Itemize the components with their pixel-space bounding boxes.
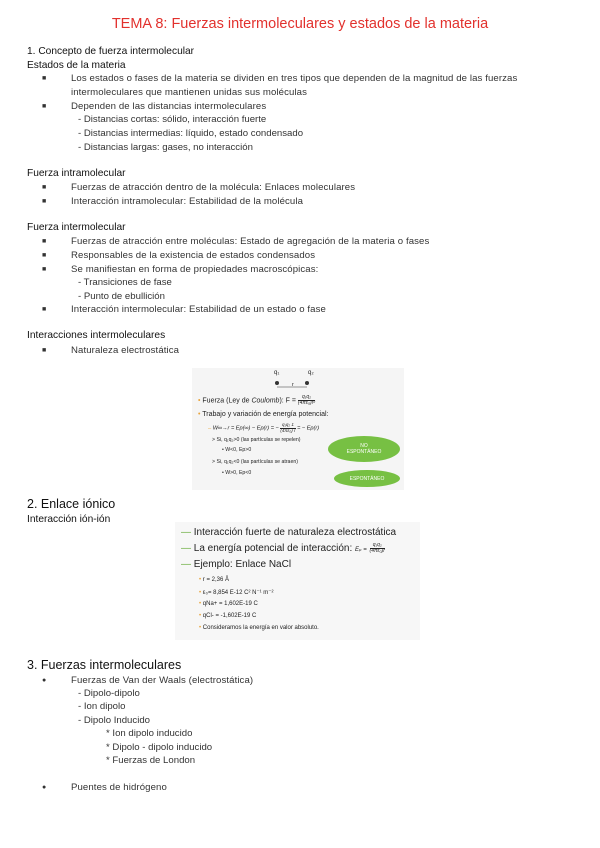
section2-heading: 2. Enlace iónico bbox=[27, 497, 116, 511]
s3-sub3: - Dipolo Inducido bbox=[78, 715, 150, 726]
inter-sub2: - Punto de ebullición bbox=[78, 291, 165, 302]
bullet-icon: ■ bbox=[42, 75, 47, 82]
inter-sub1: - Transiciones de fase bbox=[78, 277, 172, 288]
inter-bullet3: Se manifiestan en forma de propiedades macroscópicas: bbox=[71, 264, 319, 275]
inter-bullet1: Fuerzas de atracción entre moléculas: Estado de agregación de la materia o fases bbox=[71, 236, 430, 247]
s3-sub1: - Dipolo-dipolo bbox=[78, 688, 140, 699]
bullet-icon: ■ bbox=[42, 198, 47, 205]
param-note: • Consideramos la energía en valor absoluto. bbox=[199, 625, 319, 631]
dash-icon: — bbox=[181, 559, 191, 570]
bullet-icon: • bbox=[198, 411, 201, 418]
section2-subheading: Interacción ión-ión bbox=[27, 514, 111, 525]
s3-sub2: - Ion dipolo bbox=[78, 701, 126, 712]
bullet-icon: ■ bbox=[42, 306, 47, 313]
bullet-icon: ■ bbox=[42, 238, 47, 245]
s1-bullet1-line1: Los estados o fases de la materia se dividen en tres tipos que dependen de la magnitud de las fuerzas bbox=[71, 73, 518, 84]
case-attract-result: • W>0, Ep<0 bbox=[222, 470, 252, 476]
interacciones-bullet1: Naturaleza electrostática bbox=[71, 345, 180, 356]
bullet-icon: ■ bbox=[42, 184, 47, 191]
fig2-line1: — Interacción fuerte de naturaleza electrostática bbox=[181, 527, 397, 538]
bullet-icon: ■ bbox=[42, 103, 47, 110]
work-equation: – W∞→r = Ep(∞) − Ep(r) = − $\frac{\text{q₁q₂ 1}}{\text{(4πε₀) r}}$ = − Ep(r) bbox=[208, 422, 320, 433]
page-title: TEMA 8: Fuerzas intermoleculares y estados de la materia bbox=[111, 16, 489, 32]
case-repel: > Si, q₁q₂>0 (las partículas se repelen) bbox=[212, 437, 301, 443]
distance-short: - Distancias cortas: sólido, interacción fuerte bbox=[78, 114, 267, 125]
case-repel-result: • W<0, Ep>0 bbox=[222, 447, 252, 453]
inter-bullet2: Responsables de la existencia de estados condensados bbox=[71, 250, 316, 261]
trabajo-line: • Trabajo y variación de energía potencial: bbox=[198, 411, 329, 418]
bullet-icon: ● bbox=[42, 677, 47, 684]
s3-tert2: * Dipolo - dipolo inducido bbox=[106, 742, 213, 753]
fig2-line3: — Ejemplo: Enlace NaCl bbox=[181, 559, 292, 570]
intra-heading: Fuerza intramolecular bbox=[27, 168, 126, 179]
bullet-icon: • bbox=[198, 397, 201, 405]
coulomb-figure bbox=[192, 368, 404, 490]
fuerza-line: • Fuerza (Ley de Coulomb): F = $\frac{\text{q₁q₂}}{\text{(4πε₀)r²}}$ bbox=[198, 394, 316, 406]
s3-bullet1: Fuerzas de Van der Waals (electrostática) bbox=[71, 675, 254, 686]
q2-label: q₂ bbox=[308, 370, 314, 376]
dash-icon: — bbox=[181, 543, 191, 555]
q1-label: q₁ bbox=[274, 370, 280, 376]
bullet-icon: ■ bbox=[42, 252, 47, 259]
fig2-line2: — La energía potencial de interacción: Eₚ = $\frac{\text{q₁q₂}}{\text{(4πε₀)r}}$ bbox=[181, 542, 385, 555]
intra-bullet1: Fuerzas de atracción dentro de la molécula: Enlaces moleculares bbox=[71, 182, 356, 193]
case-attract: > Si, q₁q₂<0 (las partículas se atraen) bbox=[212, 459, 298, 465]
s3-tert1: * Ion dipolo inducido bbox=[106, 728, 193, 739]
intra-bullet2: Interacción intramolecular: Estabilidad de la molécula bbox=[71, 196, 304, 207]
estados-subheading: Estados de la materia bbox=[27, 60, 126, 71]
no-espontaneo-badge: NO ESPONTÁNEO bbox=[328, 436, 400, 462]
inter-bullet4: Interacción intermolecular: Estabilidad de un estado o fase bbox=[71, 304, 326, 315]
bullet-icon: ■ bbox=[42, 266, 47, 273]
interacciones-heading: Interacciones intermoleculares bbox=[27, 330, 166, 341]
param-eps: • ε₀= 8,854 E-12 C² N⁻¹ m⁻² bbox=[199, 590, 274, 596]
param-qna: • qNa+ = 1,602E-19 C bbox=[199, 601, 258, 607]
distance-long: - Distancias largas: gases, no interacción bbox=[78, 142, 253, 153]
s1-bullet1-line2: intermoleculares que mantienen unidas sus moléculas bbox=[71, 87, 308, 98]
section1-heading: 1. Concepto de fuerza intermolecular bbox=[27, 46, 195, 57]
r-label: r bbox=[292, 382, 294, 388]
inter-heading: Fuerza intermolecular bbox=[27, 222, 126, 233]
bullet-icon: ■ bbox=[42, 347, 47, 354]
nacl-figure bbox=[175, 522, 420, 640]
param-r: • r = 2,36 Å bbox=[199, 577, 229, 583]
s3-bullet2: Puentes de hidrógeno bbox=[71, 782, 167, 793]
param-qcl: • qCl- = -1,602E-19 C bbox=[199, 613, 257, 619]
section3-heading: 3. Fuerzas intermoleculares bbox=[27, 658, 182, 672]
espontaneo-badge: ESPONTÁNEO bbox=[334, 470, 400, 487]
bullet-icon: ● bbox=[42, 784, 47, 791]
dash-icon: — bbox=[181, 527, 191, 538]
distance-medium: - Distancias intermedias: líquido, estado condensado bbox=[78, 128, 304, 139]
s3-tert3: * Fuerzas de London bbox=[106, 755, 196, 766]
s1-bullet2: Dependen de las distancias intermoleculares bbox=[71, 101, 267, 112]
